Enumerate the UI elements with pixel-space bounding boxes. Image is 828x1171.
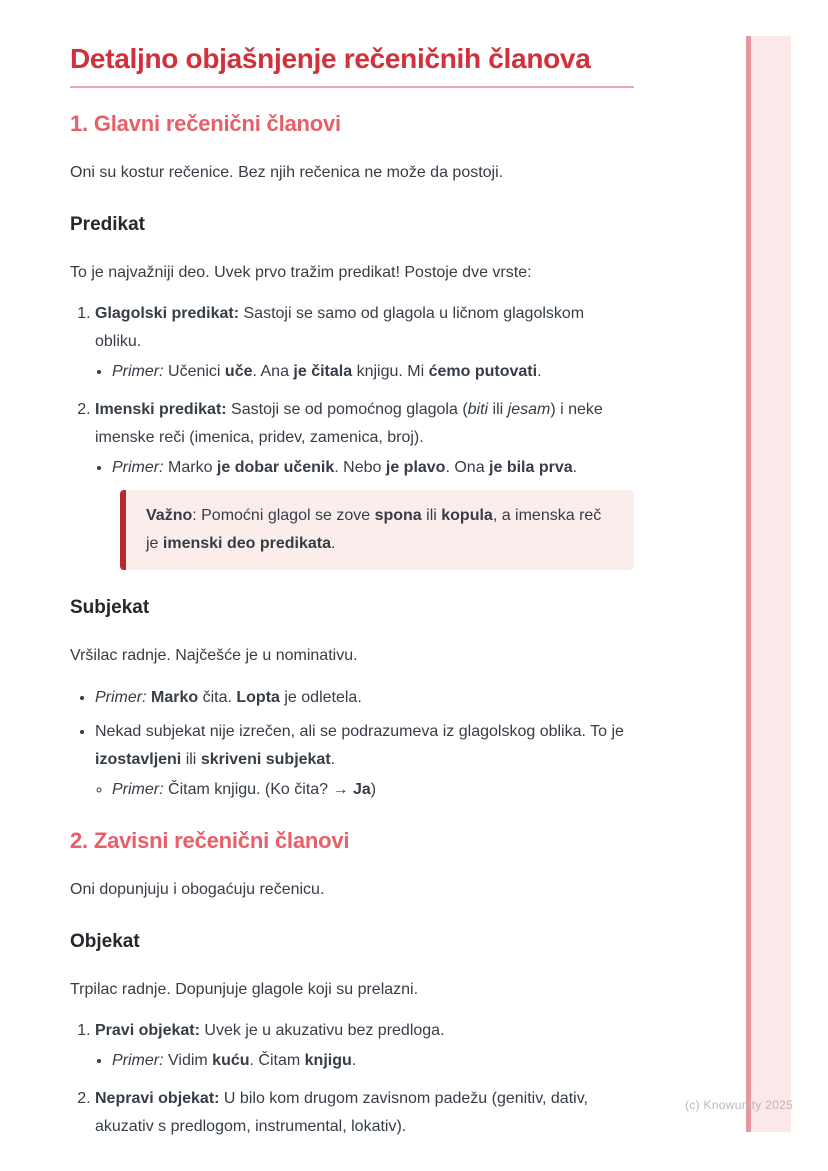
objekat-list [70, 1017, 634, 1141]
list-item-text: Nepravi objekat: U bilo kom drugom zavisnom padežu (genitiv, dativ, akuzativ s predlogom, instrumental, lokativ). [95, 1090, 588, 1135]
callout-text: Važno: Pomoćni glagol se zove spona ili kopula, a imenska reč je imenski deo predikata. [146, 507, 602, 552]
section-2-intro: Oni dopunjuju i obogaćuju rečenicu. [70, 881, 325, 898]
section-2-heading: 2. Zavisni rečenični članovi [70, 828, 350, 853]
primer-list [95, 776, 634, 804]
subjekat-heading: Subjekat [70, 597, 150, 618]
list-item-text: Imenski predikat: Sastoji se od pomoćnog glagola (biti ili jesam) i neke imenske reči (imenica, pridev, zamenica, broj). [95, 401, 603, 446]
subjekat-list [70, 684, 634, 804]
primer-item: • Primer: Učenici uče. Ana je čitala knjigu. Mi ćemo putovati. [112, 358, 634, 386]
important-callout [120, 490, 634, 570]
objekat-heading: Objekat [70, 931, 140, 952]
page-title: Detaljno objašnjenje rečeničnih članova [70, 43, 591, 74]
subjekat-primer-item: • Primer: Marko čita. Lopta je odletela. [95, 684, 634, 712]
primer-item: • Primer: Marko je dobar učenik. Nebo je plavo. Ona je bila prva. [112, 454, 634, 482]
list-item-pravi-objekat [95, 1017, 634, 1075]
list-item-text: Glagolski predikat: Sastoji se samo od glagola u ličnom glagolskom obliku. [95, 305, 585, 350]
predikat-list [70, 300, 634, 482]
section-1-intro: Oni su kostur rečenice. Bez njih rečenica ne može da postoji. [70, 164, 504, 181]
document-page [70, 0, 634, 1141]
list-item-text: Nekad subjekat nije izrečen, ali se podrazumeva iz glagolskog oblika. To je izostavljeni ili skriveni subjekat. [95, 723, 624, 768]
primer-list [95, 454, 634, 482]
primer-item: • Primer: Vidim kuću. Čitam knjigu. [112, 1047, 634, 1075]
list-item-glagolski-predikat [95, 300, 634, 386]
primer-list [95, 358, 634, 386]
list-item-nepravi-objekat [95, 1085, 634, 1141]
primer-item: ◦ Primer: Čitam knjigu. (Ko čita? → Ja) [112, 776, 634, 804]
side-stripe-decoration [746, 36, 791, 1132]
predikat-intro: To je najvažniji deo. Uvek prvo tražim predikat! Postoje dve vrste: [70, 264, 532, 281]
list-item-imenski-predikat [95, 396, 634, 482]
primer-list [95, 1047, 634, 1075]
subjekat-intro: Vršilac radnje. Najčešće je u nominativu. [70, 647, 358, 664]
title-rule [70, 86, 634, 88]
section-1-heading: 1. Glavni rečenični članovi [70, 111, 341, 136]
list-item-text: Pravi objekat: Uvek je u akuzativu bez predloga. [95, 1022, 445, 1039]
objekat-intro: Trpilac radnje. Dopunjuje glagole koji su prelazni. [70, 981, 419, 998]
predikat-heading: Predikat [70, 214, 145, 235]
subjekat-hidden-subject-item [95, 718, 634, 804]
watermark: (c) Knowunity 2025 [685, 1098, 794, 1112]
